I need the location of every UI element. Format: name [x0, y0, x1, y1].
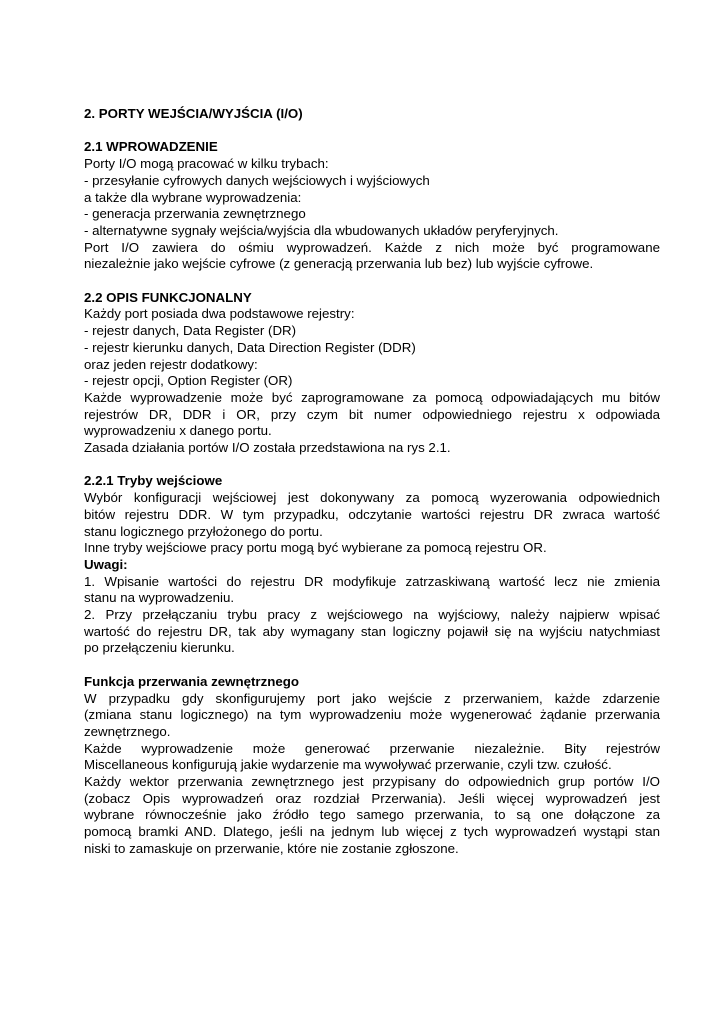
text-line: stanu na wyprowadzeniu.	[84, 590, 235, 606]
text-line: Inne tryby wejściowe pracy portu mogą być wybierane za pomocą rejestru OR.	[84, 540, 547, 556]
text-line: Każde wyprowadzenie może generować przerwanie niezależnie. Bity rejestrów	[84, 740, 660, 756]
text-line: niezależnie jako wejście cyfrowe (z generacją przerwania lub bez) lub wyjście cyfrowe.	[84, 256, 594, 272]
text-line: Każdy port posiada dwa podstawowe rejestry:	[84, 306, 355, 322]
text-line: Zasada działania portów I/O została przedstawiona na rys 2.1.	[84, 440, 451, 456]
text-line: - rejestr opcji, Option Register (OR)	[84, 373, 293, 389]
text-line: 1. Wpisanie wartości do rejestru DR modyfikuje zatrzaskiwaną wartość lecz nie zmienia	[84, 573, 660, 589]
text-line: - generacja przerwania zewnętrznego	[84, 206, 306, 222]
text-line: bitów rejestru DDR. W tym przypadku, odczytanie wartości rejestru DR zwraca wartość	[84, 506, 660, 522]
text-line: a także dla wybrane wyprowadzenia:	[84, 189, 302, 205]
text-line: stanu logicznego przyłożonego do portu.	[84, 523, 323, 539]
section-heading: 2.2 OPIS FUNKCJONALNY	[84, 289, 252, 305]
spacer	[84, 123, 660, 140]
text-line: wyprowadzeniu x danego portu.	[84, 423, 272, 439]
document-content	[84, 106, 660, 858]
subsection-heading: Funkcja przerwania zewnętrznego	[84, 673, 300, 689]
text-line: po przełączeniu kierunku.	[84, 640, 235, 656]
chapter-title: 2. PORTY WEJŚCIA/WYJŚCIA (I/O)	[84, 106, 303, 121]
section-heading: 2.1 WPROWADZENIE	[84, 139, 218, 155]
text-line: rejestrów DR, DDR i OR, przy czym bit numer odpowiedniego rejestru x odpowiada	[84, 406, 660, 422]
text-line: Każde wyprowadzenie może być zaprogramowane za pomocą odpowiadających mu bitów	[84, 389, 660, 405]
text-line: Port I/O zawiera do ośmiu wyprowadzeń. Każde z nich może być programowane	[84, 239, 660, 255]
text-line: - rejestr kierunku danych, Data Direction Register (DDR)	[84, 339, 416, 355]
notes-heading: Uwagi:	[84, 556, 128, 572]
text-line: niski to zamaskuje on przerwanie, które nie zostanie zgłoszone.	[84, 840, 459, 856]
text-line: - alternatywne sygnały wejścia/wyjścia dla wbudowanych układów peryferyjnych.	[84, 222, 559, 238]
text-line: - rejestr danych, Data Register (DR)	[84, 323, 297, 339]
spacer	[84, 273, 660, 290]
text-line: pomocą bramki AND. Dlatego, jeśli na jednym lub więcej z tych wyprowadzeń wystąpi stan	[84, 824, 660, 840]
text-line: oraz jeden rejestr dodatkowy:	[84, 356, 258, 372]
text-line: Wybór konfiguracji wejściowej jest dokonywany za pomocą wyzerowania odpowiednich	[84, 490, 660, 506]
subsection-heading: 2.2.1 Tryby wejściowe	[84, 473, 223, 489]
text-line: Miscellaneous konfigurują jakie wydarzenie ma wywoływać przerwanie, czyli tzw. czułość.	[84, 757, 612, 773]
text-line: (zmiana stanu logicznego) na tym wyprowadzeniu może wygenerować żądanie przerwania	[84, 707, 660, 723]
text-line: wartość do rejestru DR, tak aby wymagany stan logiczny pojawił się na wyjściu natychmiast	[84, 623, 660, 639]
text-line: zewnętrznego.	[84, 723, 171, 739]
text-line: Porty I/O mogą pracować w kilku trybach:	[84, 156, 329, 172]
text-line: (zobacz Opis wyprowadzeń oraz rozdział Przerwania). Jeśli więcej wyprowadzeń jest	[84, 790, 660, 806]
text-line: Każdy wektor przerwania zewnętrznego jest przypisany do odpowiednich grup portów I/O	[84, 774, 660, 790]
text-line: 2. Przy przełączaniu trybu pracy z wejściowego na wyjściowy, należy najpierw wpisać	[84, 607, 660, 623]
spacer	[84, 457, 660, 474]
text-line: W przypadku gdy skonfigurujemy port jako wejście z przerwaniem, każde zdarzenie	[84, 690, 660, 706]
text-line: wybrane równocześnie jako źródło tego samego przerwania, to są one dołączone za	[84, 807, 660, 823]
spacer	[84, 657, 660, 674]
text-line: - przesyłanie cyfrowych danych wejściowych i wyjściowych	[84, 172, 430, 188]
